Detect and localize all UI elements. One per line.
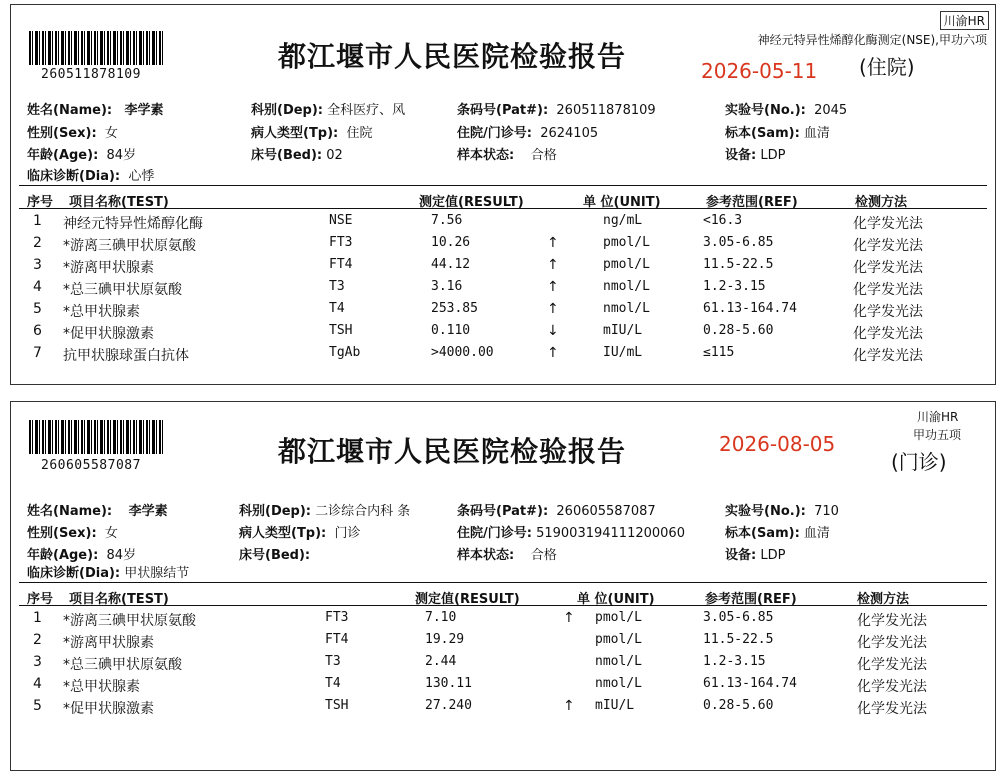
sample-state-field: 样本状态: 合格 [457, 148, 557, 163]
table-header-rule [19, 208, 987, 209]
cell-result: 130.11 [425, 676, 472, 691]
cell-seq: 6 [33, 323, 42, 339]
cell-method: 化学发光法 [853, 304, 923, 320]
cell-name: *游离三碘甲状原氨酸 [63, 613, 196, 629]
name-field: 姓名(Name): 李学素 [27, 103, 164, 118]
cell-ref: 3.05-6.85 [703, 610, 774, 625]
table-row [11, 676, 995, 698]
sample-field: 标本(Sam): 血清 [725, 126, 830, 141]
sex-field: 性别(Sex): 女 [27, 126, 118, 141]
table-row [11, 610, 995, 632]
abnormal-flag-icon: ↑ [547, 301, 559, 317]
abnormal-flag-icon: ↑ [547, 345, 559, 361]
header-seq: 序号 [27, 592, 54, 607]
cell-method: 化学发光法 [857, 657, 927, 673]
lab-report-1 [10, 4, 996, 385]
cell-code: FT3 [329, 235, 353, 250]
table-top-rule [19, 582, 987, 583]
cell-unit: pmol/L [603, 257, 650, 272]
cell-ref: 61.13-164.74 [703, 301, 797, 316]
report-subtitle: 神经元特异性烯醇化酶测定(NSE),甲功六项 [757, 33, 987, 47]
device-field: 设备: LDP [725, 548, 786, 563]
cell-code: T3 [325, 654, 341, 669]
clinic-number-field: 住院/门诊号: 519003194111200060 [457, 526, 685, 541]
report-subtitle: 甲功五项 [913, 428, 962, 442]
cell-ref: 3.05-6.85 [703, 235, 774, 250]
cell-seq: 3 [33, 654, 42, 670]
cell-code: FT3 [325, 610, 349, 625]
cell-name: 抗甲状腺球蛋白抗体 [63, 348, 189, 364]
cell-unit: pmol/L [595, 610, 642, 625]
cell-seq: 5 [33, 301, 42, 317]
cell-name: *总甲状腺素 [63, 304, 140, 320]
report-title: 都江堰市人民医院检验报告 [278, 40, 627, 73]
report-tag: 川渝HR [940, 11, 989, 30]
cell-name: 神经元特异性烯醇化酶 [63, 216, 203, 232]
age-field: 年龄(Age): 84岁 [27, 148, 137, 163]
department-field: 科别(Dep): 二诊综合内科 条 [239, 504, 411, 519]
report-date: 2026-08-05 [719, 432, 836, 456]
cell-code: FT4 [329, 257, 353, 272]
header-test: 项目名称(TEST) [69, 195, 169, 210]
cell-code: TSH [325, 698, 349, 713]
patient-type-badge: (门诊) [891, 450, 947, 474]
header-method: 检测方法 [855, 195, 908, 210]
cell-ref: 0.28-5.60 [703, 323, 774, 338]
table-row [11, 654, 995, 676]
cell-seq: 1 [33, 610, 42, 626]
cell-method: 化学发光法 [853, 282, 923, 298]
cell-result: 3.16 [431, 279, 463, 294]
cell-ref: 11.5-22.5 [703, 257, 774, 272]
patient-type-field: 病人类型(Tp): 门诊 [239, 526, 361, 541]
cell-ref: 1.2-3.15 [703, 654, 766, 669]
cell-seq: 5 [33, 698, 42, 714]
report-title: 都江堰市人民医院检验报告 [278, 435, 627, 468]
cell-name: *游离甲状腺素 [63, 260, 154, 276]
abnormal-flag-icon: ↑ [563, 698, 575, 714]
barcode-number: 260605587087 [41, 458, 141, 473]
cell-unit: nmol/L [595, 654, 642, 669]
cell-method: 化学发光法 [853, 348, 923, 364]
cell-seq: 7 [33, 345, 42, 361]
cell-result: 27.240 [425, 698, 472, 713]
header-test: 项目名称(TEST) [69, 592, 169, 607]
cell-seq: 2 [33, 632, 42, 648]
barcode-field: 条码号(Pat#): 260511878109 [457, 103, 656, 118]
cell-code: T4 [325, 676, 341, 691]
table-row [11, 257, 995, 279]
table-row [11, 698, 995, 720]
diagnosis-field: 临床诊断(Dia): 心悸 [27, 169, 155, 184]
cell-unit: pmol/L [603, 235, 650, 250]
report-date: 2026-05-11 [701, 59, 818, 83]
table-row [11, 632, 995, 654]
department-field: 科别(Dep): 全科医疗、风 [251, 103, 406, 118]
table-row [11, 323, 995, 345]
clinic-number-field: 住院/门诊号: 2624105 [457, 126, 599, 141]
cell-code: T4 [329, 301, 345, 316]
header-unit: 单 位(UNIT) [577, 592, 655, 607]
cell-code: T3 [329, 279, 345, 294]
cell-result: 10.26 [431, 235, 471, 250]
cell-method: 化学发光法 [857, 635, 927, 651]
table-top-rule [19, 185, 987, 186]
report-tag: 川渝HR [917, 410, 959, 424]
cell-name: *促甲状腺激素 [63, 701, 154, 717]
name-field: 姓名(Name): 李学素 [27, 504, 168, 519]
cell-unit: pmol/L [595, 632, 642, 647]
header-result: 测定值(RESULT) [419, 195, 524, 210]
cell-result: 2.44 [425, 654, 457, 669]
cell-name: *总三碘甲状原氨酸 [63, 657, 182, 673]
lab-report-2 [10, 401, 996, 771]
cell-seq: 4 [33, 676, 42, 692]
cell-method: 化学发光法 [857, 613, 927, 629]
cell-code: FT4 [325, 632, 349, 647]
patient-type-field: 病人类型(Tp): 住院 [251, 126, 373, 141]
abnormal-flag-icon: ↑ [547, 279, 559, 295]
diagnosis-field: 临床诊断(Dia): 甲状腺结节 [27, 566, 190, 581]
cell-name: *游离三碘甲状原氨酸 [63, 238, 196, 254]
cell-name: *总甲状腺素 [63, 679, 140, 695]
sample-field: 标本(Sam): 血清 [725, 526, 830, 541]
device-field: 设备: LDP [725, 148, 786, 163]
cell-ref: <16.3 [703, 213, 743, 228]
cell-result: 7.56 [431, 213, 463, 228]
sex-field: 性别(Sex): 女 [27, 526, 118, 541]
cell-ref: ≤115 [703, 345, 735, 360]
cell-seq: 3 [33, 257, 42, 273]
header-ref: 参考范围(REF) [705, 592, 797, 607]
lab-number-field: 实验号(No.): 710 [725, 504, 839, 519]
cell-method: 化学发光法 [853, 260, 923, 276]
header-result: 测定值(RESULT) [415, 592, 520, 607]
cell-unit: mIU/L [603, 323, 643, 338]
cell-result: 0.110 [431, 323, 471, 338]
cell-ref: 11.5-22.5 [703, 632, 774, 647]
cell-seq: 2 [33, 235, 42, 251]
table-row [11, 235, 995, 257]
cell-unit: mIU/L [595, 698, 635, 713]
header-method: 检测方法 [857, 592, 910, 607]
table-header-rule [19, 605, 987, 606]
cell-ref: 0.28-5.60 [703, 698, 774, 713]
header-unit: 单 位(UNIT) [583, 195, 661, 210]
cell-code: NSE [329, 213, 353, 228]
cell-seq: 4 [33, 279, 42, 295]
cell-name: *促甲状腺激素 [63, 326, 154, 342]
bed-field: 床号(Bed): [239, 548, 311, 563]
cell-ref: 61.13-164.74 [703, 676, 797, 691]
age-field: 年龄(Age): 84岁 [27, 548, 137, 563]
patient-type-badge: (住院) [859, 55, 915, 79]
cell-unit: nmol/L [603, 279, 650, 294]
sample-state-field: 样本状态: 合格 [457, 548, 557, 563]
abnormal-flag-icon: ↑ [547, 257, 559, 273]
cell-unit: nmol/L [603, 301, 650, 316]
bed-field: 床号(Bed): 02 [251, 148, 343, 163]
abnormal-flag-icon: ↑ [547, 235, 559, 251]
cell-unit: IU/mL [603, 345, 643, 360]
cell-unit: ng/mL [603, 213, 643, 228]
cell-result: 253.85 [431, 301, 478, 316]
cell-result: 7.10 [425, 610, 457, 625]
table-row [11, 345, 995, 367]
cell-ref: 1.2-3.15 [703, 279, 766, 294]
lab-number-field: 实验号(No.): 2045 [725, 103, 848, 118]
cell-name: *游离甲状腺素 [63, 635, 154, 651]
cell-unit: nmol/L [595, 676, 642, 691]
cell-method: 化学发光法 [857, 701, 927, 717]
cell-code: TgAb [329, 345, 361, 360]
cell-method: 化学发光法 [853, 238, 923, 254]
abnormal-flag-icon: ↑ [563, 610, 575, 626]
cell-result: 44.12 [431, 257, 471, 272]
barcode-number: 260511878109 [41, 67, 141, 82]
abnormal-flag-icon: ↓ [547, 323, 559, 339]
cell-result: >4000.00 [431, 345, 494, 360]
barcode-field: 条码号(Pat#): 260605587087 [457, 504, 656, 519]
cell-name: *总三碘甲状原氨酸 [63, 282, 182, 298]
cell-code: TSH [329, 323, 353, 338]
cell-method: 化学发光法 [853, 326, 923, 342]
cell-result: 19.29 [425, 632, 465, 647]
header-seq: 序号 [27, 195, 54, 210]
header-ref: 参考范围(REF) [706, 195, 798, 210]
table-row [11, 301, 995, 323]
cell-method: 化学发光法 [853, 216, 923, 232]
cell-seq: 1 [33, 213, 42, 229]
table-row [11, 279, 995, 301]
cell-method: 化学发光法 [857, 679, 927, 695]
table-row [11, 213, 995, 235]
